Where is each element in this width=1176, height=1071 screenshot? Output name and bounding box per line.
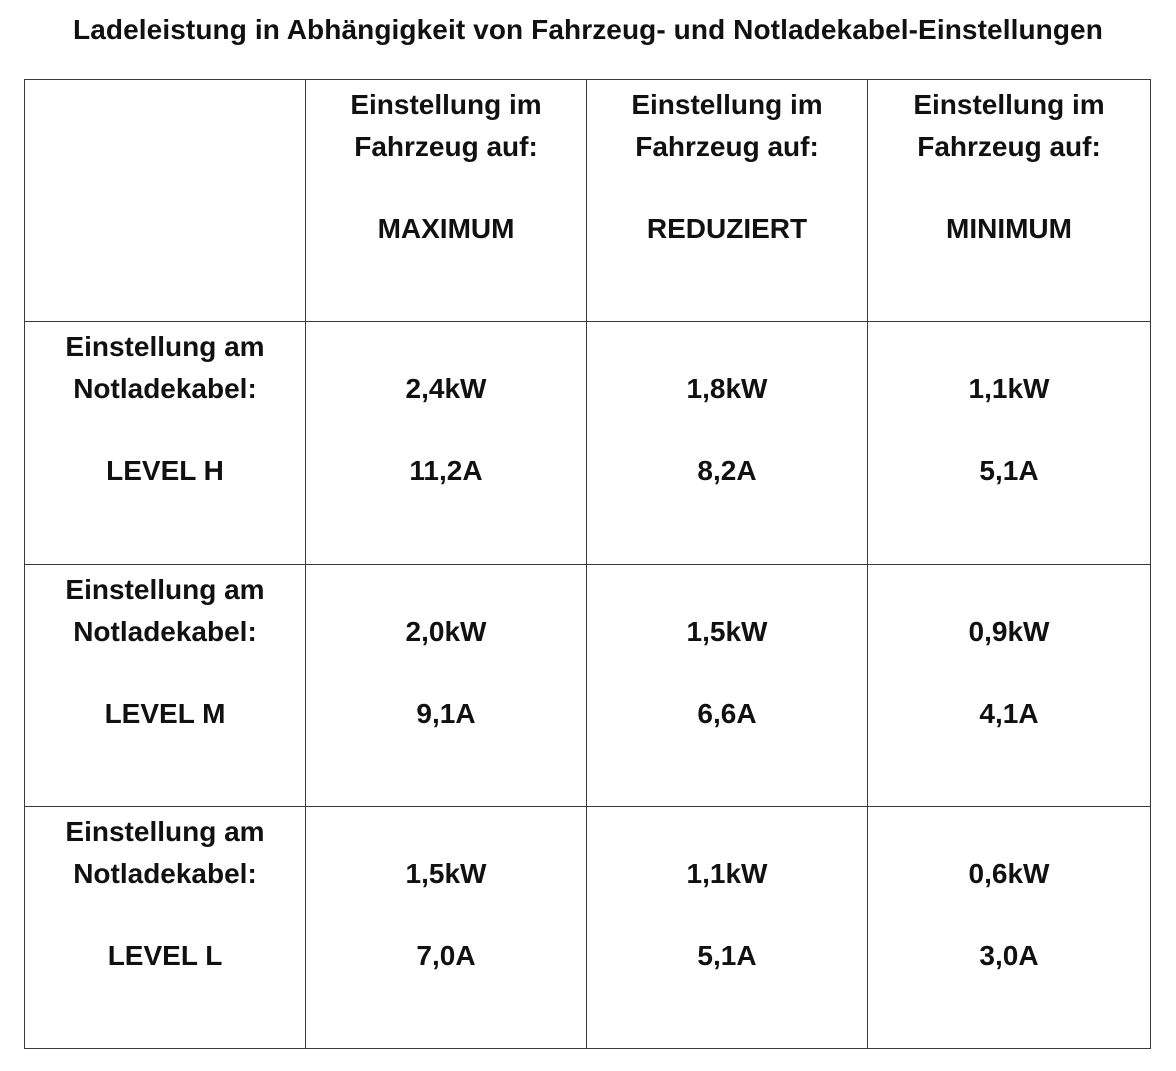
current-value: 6,6A xyxy=(697,697,757,729)
row-header-line2: Notladekabel: xyxy=(73,615,257,647)
column-header-setting: MINIMUM xyxy=(946,213,1072,244)
row-header-line2: Notladekabel: xyxy=(73,857,257,889)
table-row-level-h xyxy=(25,322,1151,564)
power-value: 2,0kW xyxy=(405,615,487,647)
current-value: 9,1A xyxy=(416,697,476,729)
column-header-line1: Einstellung im xyxy=(350,89,542,120)
value-cell xyxy=(306,564,587,806)
power-value: 2,4kW xyxy=(405,373,487,405)
corner-cell xyxy=(25,80,306,322)
value-cell xyxy=(868,564,1151,806)
value-cell xyxy=(306,806,587,1048)
row-header-line2: Notladekabel: xyxy=(73,373,257,405)
power-value: 1,1kW xyxy=(968,373,1050,405)
column-header-line1: Einstellung im xyxy=(913,89,1105,120)
current-value: 8,2A xyxy=(697,455,757,487)
column-header-minimum xyxy=(868,80,1151,322)
value-cell xyxy=(306,322,587,564)
current-value: 3,0A xyxy=(979,939,1039,971)
current-value: 5,1A xyxy=(697,939,757,971)
power-value: 1,5kW xyxy=(686,615,768,647)
value-cell xyxy=(868,806,1151,1048)
row-header-level-h xyxy=(25,322,306,564)
row-header-level: LEVEL L xyxy=(107,939,223,971)
current-value: 7,0A xyxy=(416,939,476,971)
column-header-reduziert xyxy=(587,80,868,322)
current-value: 5,1A xyxy=(979,455,1039,487)
column-header-line2: Fahrzeug auf: xyxy=(354,131,538,162)
current-value: 11,2A xyxy=(409,455,483,487)
charging-power-table xyxy=(24,79,1151,1049)
row-header-level-l xyxy=(25,806,306,1048)
power-value: 1,1kW xyxy=(686,857,768,889)
table-header-row xyxy=(25,80,1151,322)
column-header-setting: REDUZIERT xyxy=(646,213,808,244)
column-header-setting: MAXIMUM xyxy=(377,213,515,244)
table-row-level-m xyxy=(25,564,1151,806)
power-value: 1,5kW xyxy=(405,857,487,889)
row-header-line1: Einstellung am xyxy=(65,331,265,363)
power-value: 1,8kW xyxy=(686,373,768,405)
column-header-maximum xyxy=(306,80,587,322)
row-header-line1: Einstellung am xyxy=(65,815,265,847)
value-cell xyxy=(868,322,1151,564)
row-header-line1: Einstellung am xyxy=(65,573,265,605)
power-value: 0,6kW xyxy=(968,857,1050,889)
table-row-level-l xyxy=(25,806,1151,1048)
column-header-line2: Fahrzeug auf: xyxy=(635,131,819,162)
value-cell xyxy=(587,564,868,806)
power-value: 0,9kW xyxy=(968,615,1050,647)
row-header-level: LEVEL M xyxy=(104,697,226,729)
value-cell xyxy=(587,806,868,1048)
row-header-level-m xyxy=(25,564,306,806)
page-title: Ladeleistung in Abhängigkeit von Fahrzeug- und Notladekabel-Einstellungen xyxy=(73,14,1103,45)
column-header-line2: Fahrzeug auf: xyxy=(917,131,1101,162)
column-header-line1: Einstellung im xyxy=(631,89,823,120)
current-value: 4,1A xyxy=(979,697,1039,729)
row-header-level: LEVEL H xyxy=(106,455,224,487)
value-cell xyxy=(587,322,868,564)
